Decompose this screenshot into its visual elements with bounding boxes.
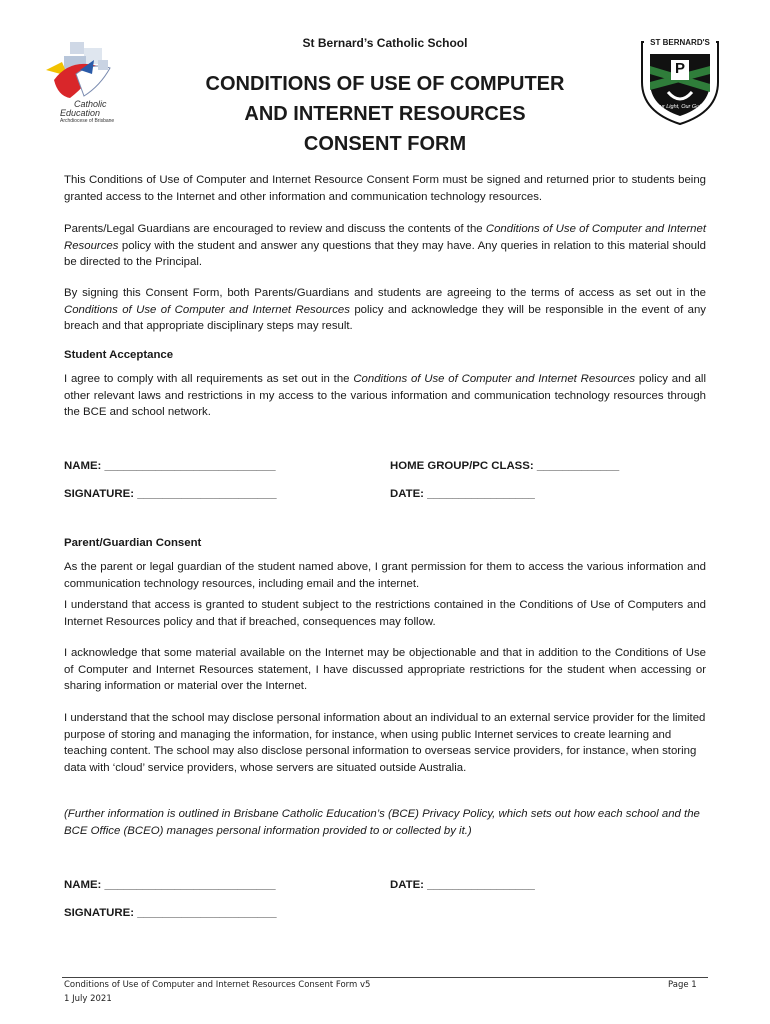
parent-date-field[interactable]: DATE: _________________ bbox=[390, 879, 535, 891]
student-p-text: I agree to comply with all requirements as set out in the bbox=[64, 373, 354, 385]
parent-paragraph-2: I understand that access is granted to student subject to the restrictions contained in the Conditions of Use of Computers and Internet Resources policy and that if breached, consequences may follow. bbox=[64, 599, 706, 628]
parent-paragraph-4: I understand that the school may disclose personal information about an individual to an external service provider for the limited purpose of storing and managing the information, for instance, when using public Internet services to create learning and teaching content. The school may also disclose personal information to overseas service providers, for instance, when storing data with ‘cloud’ service providers, whose servers are situated outside Australia. bbox=[64, 712, 706, 774]
page-title bbox=[150, 69, 620, 159]
title-line-2: AND INTERNET RESOURCES bbox=[244, 103, 526, 125]
title-line-3: CONSENT FORM bbox=[303, 133, 467, 155]
parent-consent-heading: Parent/Guardian Consent bbox=[64, 537, 202, 549]
student-p-policy-name: Conditions of Use of Computer and Internet Resources bbox=[353, 373, 636, 385]
school-name: St Bernard’s Catholic School bbox=[302, 36, 468, 50]
intro-paragraph-2 bbox=[64, 221, 706, 271]
footer-page-number: Page 1 bbox=[668, 980, 697, 990]
student-signature-field[interactable]: SIGNATURE: ______________________ bbox=[64, 488, 277, 500]
intro-paragraph-1: This Conditions of Use of Computer and Internet Resource Consent Form must be signed and returned prior to students being granted access to the Internet and other information and communication technology resources. bbox=[64, 174, 706, 203]
catholic-education-logo bbox=[40, 40, 120, 124]
intro-p3-text: By signing this Consent Form, both Parents/Guardians and students are agreeing to the terms of access as set out in the bbox=[64, 287, 706, 299]
footer-divider bbox=[62, 977, 708, 978]
student-home-group-field[interactable]: HOME GROUP/PC CLASS: _____________ bbox=[390, 460, 620, 472]
logo-line-archdiocese: Archdiocese of Brisbane bbox=[60, 118, 115, 124]
intro-p3-policy-name: Conditions of Use of Computer and Internet Resources bbox=[64, 303, 350, 316]
intro-p3-text-end: policy and acknowledge they will be responsible in the event of any breach and that appropriate disciplinary steps may result. bbox=[64, 303, 706, 332]
student-name-field[interactable]: NAME: ___________________________ bbox=[64, 460, 276, 472]
intro-paragraph-3 bbox=[64, 285, 706, 335]
title-line-1: CONDITIONS OF USE OF COMPUTER bbox=[205, 73, 565, 95]
parent-signature-field[interactable]: SIGNATURE: ______________________ bbox=[64, 907, 277, 919]
intro-p2-text-end: policy with the student and answer any questions that they may have. Any queries in relation to this material should be directed to the Principal. bbox=[64, 239, 706, 268]
parent-name-field[interactable]: NAME: ___________________________ bbox=[64, 879, 276, 891]
student-acceptance-heading: Student Acceptance bbox=[64, 349, 174, 361]
parent-paragraph-3: I acknowledge that some material available on the Internet may be objectionable and that in addition to the Conditions of Use of Computer and Internet Resources statement, I have discussed appropriate restrictions for the student when accessing or sharing information or material over the Internet. bbox=[64, 647, 706, 692]
intro-p2-policy-name: Conditions of Use of Computer and Internet Resources bbox=[64, 223, 706, 252]
logo-line-catholic: Catholic bbox=[74, 99, 107, 109]
logo-line-education: Education bbox=[60, 108, 101, 118]
footer-document-name: Conditions of Use of Computer and Internet Resources Consent Form v5 bbox=[64, 980, 371, 990]
parent-paragraph-1: As the parent or legal guardian of the student named above, I grant permission for them to access the various information and communication technology resources, including email and the internet. bbox=[64, 561, 706, 590]
crest-top-text: ST BERNARD'S bbox=[644, 38, 716, 47]
footer-date: 1 July 2021 bbox=[64, 994, 112, 1004]
student-acceptance-paragraph bbox=[64, 371, 706, 421]
intro-p2-text: Parents/Legal Guardians are encouraged to review and discuss the contents of the bbox=[64, 223, 486, 235]
crest-initials: P bbox=[674, 60, 685, 77]
student-date-field[interactable]: DATE: _________________ bbox=[390, 488, 535, 500]
privacy-note: (Further information is outlined in Brisbane Catholic Education’s (BCE) Privacy Policy, which sets out how each school and the BCE Office (BCEO) manages personal information provided to or collected by it.) bbox=[64, 808, 700, 837]
crest-motto: Your Light, Our Guide bbox=[653, 104, 707, 110]
student-p-text-end: policy and all other relevant laws and restrictions in my access to the various information and communication technology resources through the BCE and school network. bbox=[64, 373, 706, 418]
